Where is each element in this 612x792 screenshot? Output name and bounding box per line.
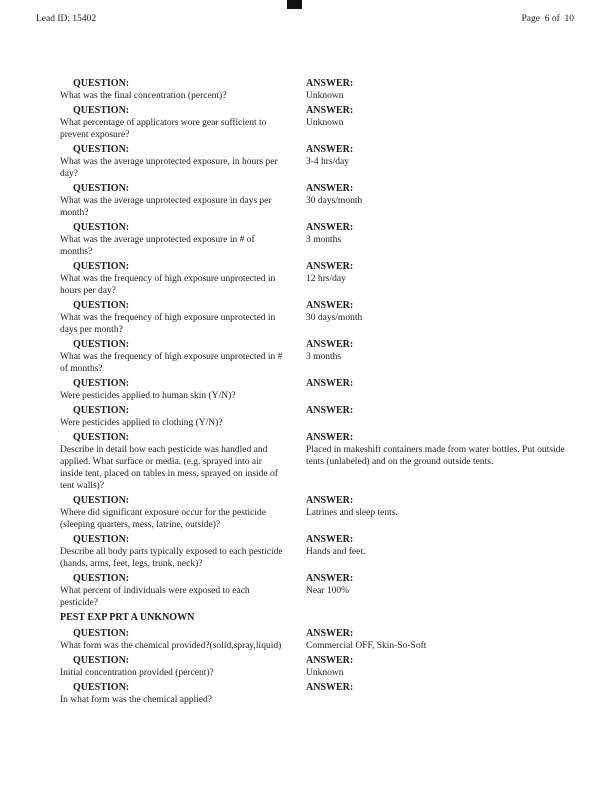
qa-item	[60, 222, 572, 258]
qa-item	[60, 261, 572, 297]
qa-label-row	[60, 183, 572, 195]
answer-label: ANSWER:	[306, 405, 354, 416]
answer-text: Unknown	[306, 668, 344, 678]
question-label: QUESTION:	[73, 628, 130, 639]
qa-label-row	[60, 261, 572, 273]
question-text: Describe all body parts typically exposed to each pesticide (hands, arms, feet, legs, trunk, neck)?	[60, 547, 283, 569]
question-text: What percentage of applicators wore gear sufficient to prevent exposure?	[60, 118, 267, 140]
answer-label: ANSWER:	[306, 105, 354, 116]
qa-label-row	[60, 105, 572, 117]
qa-text-row	[60, 195, 572, 219]
question-label: QUESTION:	[73, 682, 130, 693]
qa-item	[60, 339, 572, 375]
qa-text-row	[60, 90, 572, 102]
question-text: Were pesticides applied to clothing (Y/N)?	[60, 418, 223, 428]
question-label: QUESTION:	[73, 105, 130, 116]
question-text: What was the frequency of high exposure unprotected in days per month?	[60, 313, 276, 335]
question-label: QUESTION:	[73, 495, 130, 506]
answer-label: ANSWER:	[306, 682, 354, 693]
qa-item	[60, 495, 572, 531]
scan-artifact-mark	[287, 0, 302, 9]
question-label: QUESTION:	[73, 534, 130, 545]
qa-text-row	[60, 667, 572, 679]
answer-label: ANSWER:	[306, 183, 354, 194]
question-text: What was the final concentration (percent)?	[60, 91, 227, 101]
question-text: What was the average unprotected exposure in # of months?	[60, 235, 255, 257]
answer-label: ANSWER:	[306, 300, 354, 311]
qa-text-row	[60, 444, 572, 492]
qa-text-row	[60, 546, 572, 570]
question-text: Where did significant exposure occur for the pesticide (sleeping quarters, mess, latrine, outside)?	[60, 508, 267, 530]
section-header: PEST EXP PRT A UNKNOWN	[60, 612, 195, 623]
question-text: What form was the chemical provided?(solid,spray,liquid)	[60, 641, 282, 651]
question-label: QUESTION:	[73, 378, 130, 389]
answer-text: 3 months	[306, 235, 342, 245]
page-number-label: Page 6 of 10	[521, 14, 574, 24]
question-label: QUESTION:	[73, 183, 130, 194]
question-text: What was the average unprotected exposure, in hours per day?	[60, 157, 278, 179]
qa-label-row	[60, 378, 572, 390]
qa-item	[60, 183, 572, 219]
answer-text: Unknown	[306, 118, 344, 128]
answer-text: 30 days/month	[306, 196, 363, 206]
qa-text-row	[60, 234, 572, 258]
page-header	[36, 13, 574, 25]
qa-item	[60, 628, 572, 652]
qa-text-row	[60, 417, 572, 429]
question-text: What percent of individuals were exposed to each pesticide?	[60, 586, 250, 608]
qa-label-row	[60, 495, 572, 507]
lead-id-label: Lead ID: 15402	[36, 14, 97, 24]
qa-label-row	[60, 144, 572, 156]
question-text: In what form was the chemical applied?	[60, 695, 212, 705]
question-text: What was the frequency of high exposure unprotected in hours per day?	[60, 274, 276, 296]
question-label: QUESTION:	[73, 405, 130, 416]
qa-label-row	[60, 573, 572, 585]
qa-label-row	[60, 300, 572, 312]
question-label: QUESTION:	[73, 339, 130, 350]
question-text: Initial concentration provided (percent)?	[60, 668, 214, 678]
question-label: QUESTION:	[73, 222, 130, 233]
qa-item	[60, 378, 572, 402]
qa-label-row	[60, 655, 572, 667]
qa-text-row	[60, 351, 572, 375]
answer-label: ANSWER:	[306, 78, 354, 89]
question-label: QUESTION:	[73, 78, 130, 89]
answer-text: Commercial OFF, Skin-So-Soft	[306, 641, 427, 651]
question-text: Describe in detail how each pesticide was handled and applied. What surface or media. (e.g. sprayed into air inside tent, placed on tables in mess, sprayed on inside of tent walls)?	[60, 445, 278, 491]
answer-label: ANSWER:	[306, 144, 354, 155]
qa-text-row	[60, 273, 572, 297]
qa-label-row	[60, 682, 572, 694]
answer-label: ANSWER:	[306, 655, 354, 666]
qa-item	[60, 405, 572, 429]
qa-text-row	[60, 507, 572, 531]
answer-text: Hands and feet.	[306, 547, 366, 557]
answer-label: ANSWER:	[306, 534, 354, 545]
answer-text: Latrines and sleep tents.	[306, 508, 398, 518]
qa-text-row	[60, 585, 572, 609]
question-text: Were pesticides applied to human skin (Y/N)?	[60, 391, 236, 401]
qa-label-row	[60, 628, 572, 640]
question-label: QUESTION:	[73, 261, 130, 272]
qa-text-row	[60, 694, 572, 706]
question-label: QUESTION:	[73, 573, 130, 584]
question-text: What was the frequency of high exposure unprotected in # of months?	[60, 352, 283, 374]
answer-label: ANSWER:	[306, 573, 354, 584]
qa-text-row	[60, 390, 572, 402]
question-label: QUESTION:	[73, 655, 130, 666]
question-label: QUESTION:	[73, 300, 130, 311]
answer-text: Placed in makeshift containers made from water bottles. Put outside tents (unlabeled) and on the ground outside tents.	[306, 445, 565, 467]
qa-label-row	[60, 534, 572, 546]
answer-label: ANSWER:	[306, 495, 354, 506]
qa-list	[60, 78, 572, 709]
answer-label: ANSWER:	[306, 432, 354, 443]
qa-label-row	[60, 432, 572, 444]
qa-label-row	[60, 222, 572, 234]
qa-item	[60, 78, 572, 102]
question-label: QUESTION:	[73, 144, 130, 155]
answer-text: 3-4 hrs/day	[306, 157, 350, 167]
question-text: What was the average unprotected exposure in days per month?	[60, 196, 272, 218]
qa-text-row	[60, 156, 572, 180]
qa-item	[60, 300, 572, 336]
answer-label: ANSWER:	[306, 222, 354, 233]
qa-item	[60, 105, 572, 141]
question-label: QUESTION:	[73, 432, 130, 443]
qa-label-row	[60, 339, 572, 351]
answer-text	[306, 390, 572, 402]
answer-label: ANSWER:	[306, 261, 354, 272]
qa-label-row	[60, 405, 572, 417]
answer-text: Unknown	[306, 91, 344, 101]
qa-item	[60, 655, 572, 679]
qa-item	[60, 144, 572, 180]
answer-label: ANSWER:	[306, 378, 354, 389]
qa-item	[60, 534, 572, 570]
answer-text: 3 months	[306, 352, 342, 362]
qa-text-row	[60, 640, 572, 652]
answer-text: Near 100%	[306, 586, 349, 596]
answer-text	[306, 694, 572, 706]
qa-item	[60, 432, 572, 492]
qa-item	[60, 682, 572, 706]
answer-label: ANSWER:	[306, 339, 354, 350]
answer-text: 12 hrs/day	[306, 274, 346, 284]
qa-item	[60, 573, 572, 609]
qa-text-row	[60, 312, 572, 336]
qa-label-row	[60, 78, 572, 90]
answer-text	[306, 417, 572, 429]
answer-text: 30 days/month	[306, 313, 363, 323]
qa-text-row	[60, 117, 572, 141]
answer-label: ANSWER:	[306, 628, 354, 639]
